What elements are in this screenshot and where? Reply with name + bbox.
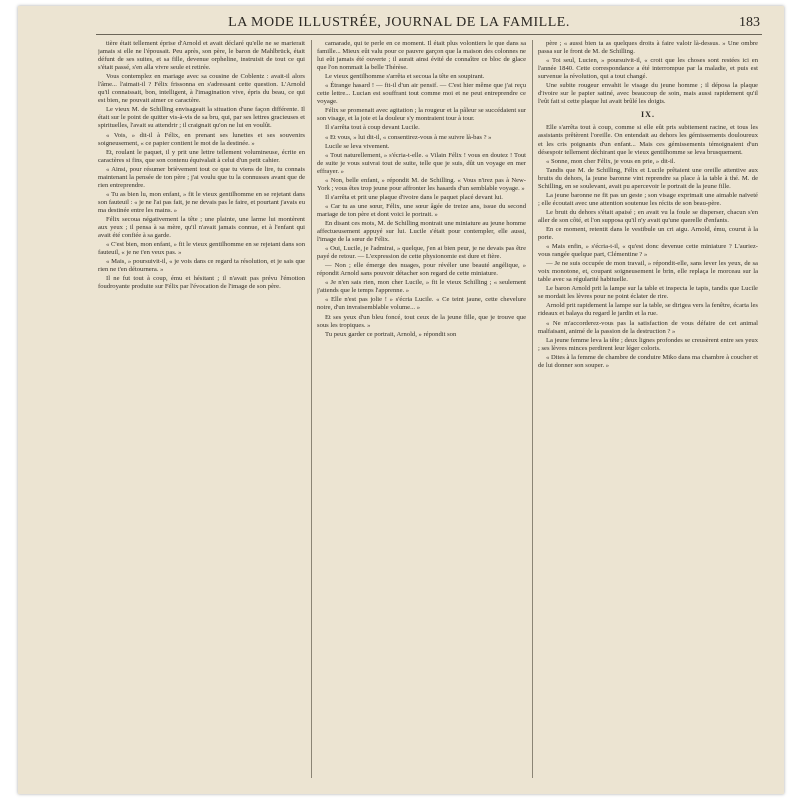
paragraph: Et ses yeux d'un bleu foncé, tout ceux de la jeune fille, que je trouve que sous les tropiques. » [317,313,526,329]
paragraph: « Vois, » dit-il à Félix, en prenant ses lunettes et ses souvenirs soigneusement, « ce papier contient le mot de la destinée. » [98,131,305,147]
column-divider [532,40,533,778]
paragraph: « Toi seul, Lucien, » poursuivit-il, « croit que les choses sont restées ici en l'année 1840. Cette correspondance a été interrompue par la maladie, et puis est survenue la révolution, qui a tout changé. [538,57,758,81]
paragraph: En ce moment, retentit dans le vestibule un cri aigu. Arnold, ému, courut à la porte. [538,225,758,242]
paragraph: « Non, belle enfant, » répondit M. de Schilling. « Vous n'irez pas à New-York ; vous êtes trop jeune pour affronter les hasards d'un semblable voyage. » [317,176,526,192]
paragraph: « Mais, » poursuivit-il, « je vois dans ce regard ta résolution, et je sais que rien ne t'en détournera. » [98,258,305,274]
paragraph: — Je ne suis occupée de mon travail, » répondit-elle, sans lever les yeux, de sa voix monotone, et, coupant soigneusement le brin, elle replaça le morceau sur la table avec sa régularité habituelle. [538,260,758,284]
paragraph: Le vieux M. de Schilling envisageait la situation d'une façon différente. Il était sur le point de quitter vis-à-vis de sa bru, qui, par ses lettres gracieuses et spirituelles, l'avait su attendrir ; il craignait qu'on ne lui en voulût. [98,106,305,130]
paragraph: Lucile se leva vivement. [325,142,390,150]
paragraph: père ; « aussi bien ta as quelques droits à faire valoir là-dessus. » Une ombre passa sur le front de M. de Schilling. [538,40,758,56]
paragraph: « Et vous, » lui dit-il, « consentirez-vous à me suivre là-bas ? » [325,133,492,141]
paragraph: Le bruit du dehors s'était apaisé ; en avait vu la foule se disperser, chacun s'en aller de son côté, et l'on supposa qu'il n'y avait qu'une querelle d'enfants. [538,208,758,224]
paragraph: Tandis que M. de Schilling, Félix et Lucile prêtaient une oreille attentive aux bruits du dehors, la jeune baronne vint reprendre sa place à la table à thé. M. de Schilling, en se soulevant, avait pu apercevoir le portrait de la jeune fille. [538,166,758,190]
text-column-1 [98,40,305,780]
paragraph: Arnold prit rapidement la lampe sur la table, se dirigea vers la fenêtre, écarta les rideaux et balaya du regard le jardin et la rue. [538,302,758,318]
paragraph: « Ainsi, pour résumer brièvement tout ce que tu viens de lire, tu connais maintenant la pensée de ton père ; j'ai voulu que tu la connusses avant que de rien entreprendre. [98,165,305,189]
paragraph: Félix secoua négativement la tête ; une plainte, une larme lui montèrent aux yeux ; il pensa à sa mère, qu'il n'avait jamais connue, et à l'enfant qui avait été confiée à sa garde. [98,215,305,240]
paragraph: « C'est bien, mon enfant, » fit le vieux gentilhomme en se rejetant dans son fauteuil, « je ne t'en veux pas. » [98,241,305,257]
paragraph: Et, roulant le paquet, il y prit une lettre tellement volumineuse, écrite en caractères si fins, que son contenu équivalait à celui d'un petit cahier. [98,148,305,164]
paragraph: Il ne fut tout à coup, ému et hésitant ; il n'avait pas prévu l'émotion foudroyante produite sur Félix par l'évocation de l'image de son père. [98,275,305,291]
paragraph: « Je n'en sais rien, mon cher Lucile, » fit le vieux Schilling ; « seulement j'attends que le temps l'apprenne. » [317,279,526,295]
paragraph: Il s'arrêta tout à coup devant Lucile. [325,124,420,132]
paragraph: camarade, qui te perle en ce moment. Il était plus volontiers le que dans sa famille... Mieux eût valu pour ce pauvre garçon que la maison des colonnes ne lui eût jamais été ouverte ; il aurait ainsi évité de connaître ce bloc de glace que l'on nommait la belle Thérèse. [317,40,526,72]
paragraph: La jeune baronne ne fit pas un geste ; son visage exprimait une aimable naïveté ; elle écoutait avec une attention soutenue les récits de son beau-père. [538,191,758,207]
text-column-3 [538,40,758,780]
paragraph: « Tout naturellement, » s'écria-t-elle. « Vilain Félix ! vous en doutez ! Tout de suite je vous suivrai tout de suite, telle que je suis, dût un voyage en mer effrayer. » [317,151,526,175]
paragraph: « Mais enfin, » s'écria-t-il, « qu'est donc devenue cette miniature ? L'auriez-vous rangée quelque part, Clémentine ? » [538,243,758,259]
paragraph: « Elle n'est pas jolie ! » s'écria Lucile. « Ce teint jaune, cette chevelure noire, d'un invraisemblable volume... » [317,296,526,312]
paragraph: « Sonne, mon cher Félix, je vous en prie, » dit-il. [546,157,676,165]
chapter-heading: IX. [641,110,655,120]
paragraph: Il s'arrêta et prit une plaque d'ivoire dans le paquet placé devant lui. [325,193,503,201]
paragraph: « Tu as bien lu, mon enfant, » fit le vieux gentilhomme en se rejetant dans son fauteuil : « je ne l'ai pas fait, je ne devais pas le faire, et pourtant j'avais eu ma destinée entre les mains. » [98,190,305,214]
paragraph: En disant ces mots, M. de Schilling montrait une miniature au jeune homme affectueusement appuyé sur lui. Lucile s'était pour contempler, elle aussi, l'image de la sœur de Félix. [317,219,526,244]
paragraph: Une subite rougeur envahit le visage du jeune homme ; il déposa la plaque d'ivoire sur le papier satiné, avec beaucoup de soin, mais aussi rapidement qu'il l'eût fait si cette plaque lui avait brûlé les doigts. [538,82,758,106]
paragraph: Félix se promenait avec agitation ; la rougeur et la pâleur se succédaient sur son visage, et la joie et la douleur s'y montraient tour à tour. [317,107,526,123]
newspaper-page [18,6,784,794]
paragraph: « Dites à la femme de chambre de conduire Miko dans ma chambre à coucher et de lui donner son souper. » [538,353,758,369]
paragraph: « Oui, Lucile, je l'admirai, » quelque, j'en ai bien peur, je ne devais pas être payé de retour. — L'expression de cette physionomie est dure et fière. [317,245,526,261]
text-column-2 [317,40,526,780]
paragraph: Le vieux gentilhomme s'arrêta et secoua la tête en soupirant. [325,73,485,81]
paragraph: — Non ; elle émerge des nuages, pour révéler une beauté angélique, » répondit Arnold sans pouvoir détacher son regard de cette miniature. [317,262,526,278]
running-header [96,12,762,35]
paragraph: Tu peux garder ce portrait, Arnold, » répondit son [325,330,457,338]
column-divider [311,40,312,778]
page-number: 183 [739,15,760,30]
paragraph: La jeune femme leva la tête ; deux lignes profondes se creusèrent entre ses yeux ; ses lèvres minces perdirent leur léger coloris. [538,336,758,352]
paragraph: Le baron Arnold prit la lampe sur la table et inspecta le tapis, tandis que Lucile se mordait les lèvres pour ne point éclater de rire. [538,285,758,301]
paragraph: Vous contemplez en mariage avec sa cousine de Coblentz : avait-il alors l'âme... l'aimait-il ? Félix frissonna en s'adressant cette question. L'Arnold qu'il connaissait, bon, intelligent, à l'imagination vive, épris du beau, ce qui est bien, ne pouvait aimer ce caractère. [98,73,305,105]
paragraph: « Ne m'accorderez-vous pas la satisfaction de vous défaire de cet animal malfaisant, animé de la passion de la destruction ? » [538,319,758,335]
paragraph: « Étrange hasard ! — fit-il d'un air pensif. — C'est hier même que j'ai reçu cette lettre... Lucian est souffrant tout comme moi et ne peut entreprendre ce voyage. [317,82,526,106]
paragraph: Elle s'arrêta tout à coup, comme si elle eût pris subitement racine, et tous les assistants prêtèrent l'oreille. On entendait au dehors les gémissements douloureux et les cris poignants d'un enfant... Mais ces gémissements témoignaient d'un désespoir tellement déchirant que le vieux gentilhomme se leva brusquement. [538,124,758,156]
paragraph: « Car tu as une sœur, Félix, une sœur âgée de treize ans, issue du second mariage de ton père et dont voici le portrait. » [317,202,526,218]
journal-title: LA MODE ILLUSTRÉE, JOURNAL DE LA FAMILLE. [228,15,570,30]
paragraph: tière était tellement éprise d'Arnold et avait déclaré qu'elle ne se marierait jamais si elle ne l'épousait. Peu après, son père, le baron de Mahlbrück, était défunt de ses suites, et sa fille, devenue orpheline, instruisit de tout ce qui s'était passé, s'en alla vivre seule et retirée. [98,40,305,72]
